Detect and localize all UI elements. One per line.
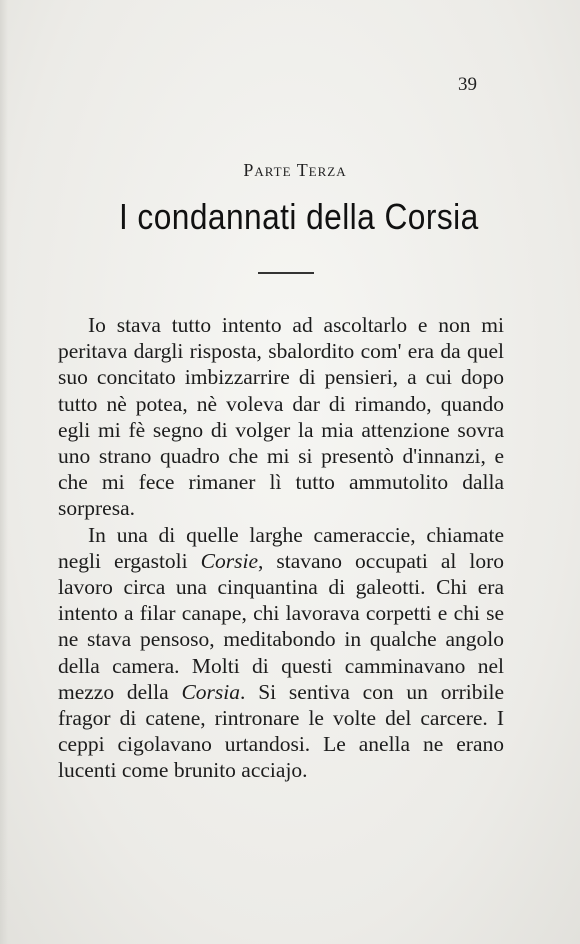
paragraph-1: Io stava tutto intento ad ascoltarlo e non mi peritava dargli risposta, sbalordito com' era da quel suo concitato imbizzarrire di pensieri, a cui dopo tutto nè potea, nè voleva dar di rimando, quando egli mi fè segno di volger la mia attenzione sovra uno strano quadro che mi si presentò d'innanzi, e che mi fece rimaner lì tutto ammutolito dalla sorpresa. [58,313,504,521]
paragraph-2-italic-corsia: Corsia [181,679,241,704]
paragraph-2-text-c: . Si sentiva con un orribile fragor di catene, rintronare le volte del carcere. I ceppi cigolavano urtandosi. Le anella ne erano lucenti come brunito acciajo. [58,679,505,783]
paragraph-2-italic-corsie: Corsie [200,548,258,573]
paragraph-2-text-b: , stavano occupati al loro lavoro circa una cinquantina di galeotti. Chi era intento a filar canape, chi lavorava corpetti e chi se ne stava pensoso, meditabondo in qualche angolo della camera. Molti di questi camminavano nel mezzo della [58,548,504,704]
chapter-title: I condannati della Corsia [118,196,479,237]
paragraph-2 [58,522,504,784]
paragraph-2-text-a: In una di quelle larghe cameraccie, chiamate negli ergastoli [58,522,504,573]
page-number: 39 [458,74,477,95]
page-edge-shadow [0,0,8,944]
body-text [58,312,504,784]
title-divider [258,272,314,274]
part-label: Parte Terza [243,160,347,180]
